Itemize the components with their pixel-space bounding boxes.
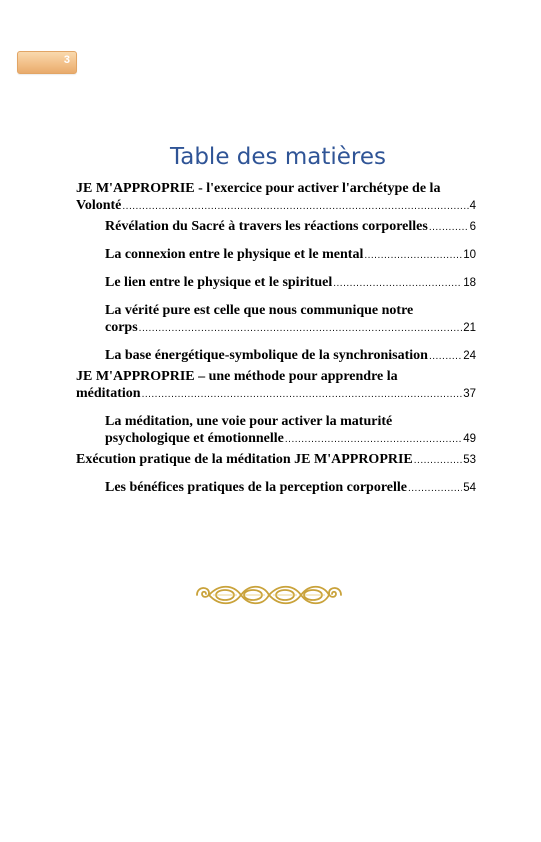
toc-entry-text: Exécution pratique de la méditation JE M'APPROPRIE xyxy=(76,452,413,467)
dot-leader xyxy=(142,386,463,403)
toc-page-number: 4 xyxy=(469,200,476,212)
toc-entry-text: La méditation, une voie pour activer la maturité xyxy=(105,414,393,429)
toc-page-number: 18 xyxy=(463,277,476,289)
toc-page-number: 21 xyxy=(463,322,476,334)
toc-entry-text-cont: Volonté xyxy=(76,198,122,213)
toc-entry-text: Le lien entre le physique et le spirituel xyxy=(105,275,333,290)
toc-entry-connexion-physique-mental[interactable] xyxy=(105,246,476,264)
dot-leader xyxy=(408,480,462,497)
toc-entry-revelation-sacre[interactable] xyxy=(105,218,476,236)
dot-leader xyxy=(364,247,462,264)
toc-entry-text: La vérité pure est celle que nous communique notre xyxy=(105,303,414,318)
toc-page-number: 37 xyxy=(463,388,476,400)
page-number-badge xyxy=(17,51,77,74)
dot-leader xyxy=(122,198,468,215)
toc-entry-text: Les bénéfices pratiques de la perception corporelle xyxy=(105,480,407,495)
table-of-contents xyxy=(76,180,476,497)
toc-entry-text: La base énergétique-symbolique de la synchronisation xyxy=(105,348,428,363)
toc-page-number: 10 xyxy=(463,249,476,261)
toc-entry-verite-pure[interactable] xyxy=(105,302,476,337)
toc-page-number: 24 xyxy=(463,350,476,362)
dot-leader xyxy=(285,431,462,448)
toc-page-number: 49 xyxy=(463,433,476,445)
toc-entry-base-energetique[interactable] xyxy=(105,347,476,365)
toc-entry-je-mapproprie-methode[interactable] xyxy=(76,368,476,403)
toc-page-number: 54 xyxy=(463,482,476,494)
toc-entry-text: Révélation du Sacré à travers les réactions corporelles xyxy=(105,219,428,234)
toc-entry-text: La connexion entre le physique et le mental xyxy=(105,247,364,262)
toc-entry-lien-physique-spirituel[interactable] xyxy=(105,274,476,292)
toc-entry-text: JE M'APPROPRIE - l'exercice pour activer l'archétype de la xyxy=(76,181,441,196)
scroll-flourish-icon xyxy=(193,580,345,610)
dot-leader xyxy=(429,219,469,236)
toc-entry-text-cont: psychologique et émotionnelle xyxy=(105,431,284,446)
dot-leader xyxy=(414,452,462,469)
toc-entry-je-mapproprie-exercice[interactable] xyxy=(76,180,476,215)
toc-entry-text-cont: méditation xyxy=(76,386,141,401)
dot-leader xyxy=(139,320,463,337)
toc-entry-benefices-pratiques[interactable] xyxy=(105,479,476,497)
page-number: 3 xyxy=(63,54,70,66)
toc-entry-meditation-maturite[interactable] xyxy=(105,413,476,448)
toc-entry-execution-pratique[interactable] xyxy=(76,451,476,469)
toc-page-number: 6 xyxy=(469,221,476,233)
dot-leader xyxy=(429,348,462,365)
toc-page-number: 53 xyxy=(463,454,476,466)
toc-entry-text-cont: corps xyxy=(105,320,138,335)
toc-title: Table des matières xyxy=(170,144,386,170)
toc-entry-text: JE M'APPROPRIE – une méthode pour apprendre la xyxy=(76,369,398,384)
dot-leader xyxy=(333,275,462,292)
